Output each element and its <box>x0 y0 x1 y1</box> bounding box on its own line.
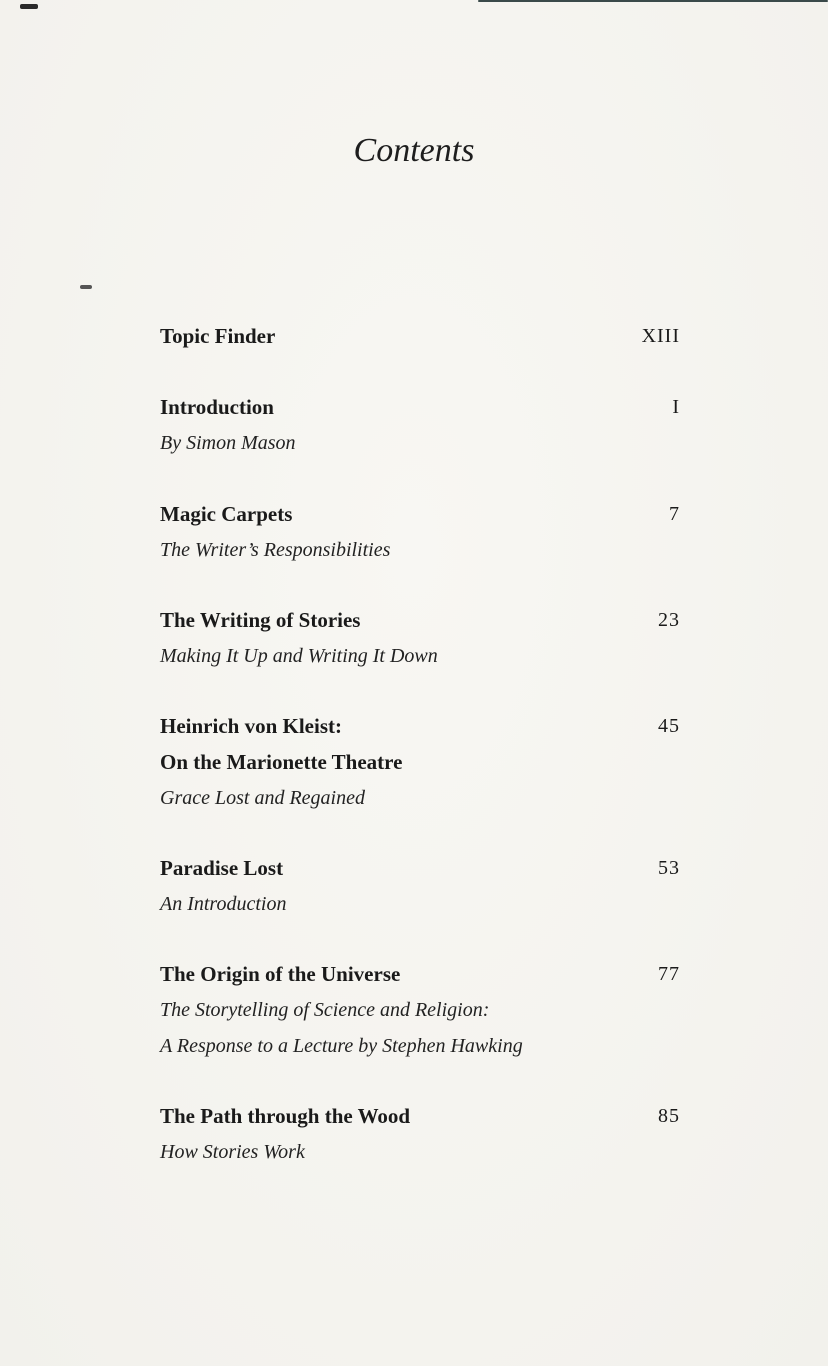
contents-title: Contents <box>353 132 475 169</box>
entry-subtitle: By Simon Mason <box>160 432 296 454</box>
entry-heading: Introduction <box>160 395 274 419</box>
entry-subtitle-line-2: A Response to a Lecture by Stephen Hawking <box>160 1035 523 1057</box>
ink-smudge-top-left <box>20 4 38 9</box>
toc-entry-introduction[interactable] <box>160 389 680 461</box>
toc-entry-origin-of-universe[interactable] <box>160 956 680 1064</box>
entry-page-number: 45 <box>658 715 680 737</box>
toc-entry-writing-of-stories[interactable] <box>160 602 680 674</box>
toc-entry-path-through-wood[interactable] <box>160 1098 680 1170</box>
ink-smudge-left <box>80 285 92 289</box>
entry-heading: The Origin of the Universe <box>160 962 401 986</box>
top-edge-line <box>478 0 828 2</box>
toc-entry-von-kleist[interactable] <box>160 708 680 816</box>
entry-subtitle: The Writer’s Responsibilities <box>160 539 391 561</box>
entry-heading-line-2: On the Marionette Theatre <box>160 750 403 774</box>
entry-heading: Topic Finder <box>160 324 276 348</box>
entry-heading: The Path through the Wood <box>160 1104 411 1128</box>
entry-page-number: I <box>672 396 680 418</box>
toc-entry-topic-finder[interactable] <box>160 318 680 354</box>
entry-page-number: 85 <box>658 1105 680 1127</box>
entry-subtitle: An Introduction <box>160 893 287 915</box>
entry-heading: The Writing of Stories <box>160 608 361 632</box>
entry-subtitle: How Stories Work <box>160 1141 305 1163</box>
entry-page-number: 7 <box>669 503 680 525</box>
toc-entry-paradise-lost[interactable] <box>160 850 680 922</box>
toc-entry-magic-carpets[interactable] <box>160 496 680 568</box>
entry-subtitle: Making It Up and Writing It Down <box>160 645 438 667</box>
entry-page-number: XIII <box>641 325 680 347</box>
entry-subtitle: The Storytelling of Science and Religion: <box>160 999 490 1021</box>
entry-heading: Magic Carpets <box>160 502 293 526</box>
entry-heading: Paradise Lost <box>160 856 284 880</box>
entry-subtitle: Grace Lost and Regained <box>160 787 365 809</box>
entry-page-number: 77 <box>658 963 680 985</box>
entry-page-number: 23 <box>658 609 680 631</box>
entry-page-number: 53 <box>658 857 680 879</box>
entry-heading: Heinrich von Kleist: <box>160 714 342 738</box>
